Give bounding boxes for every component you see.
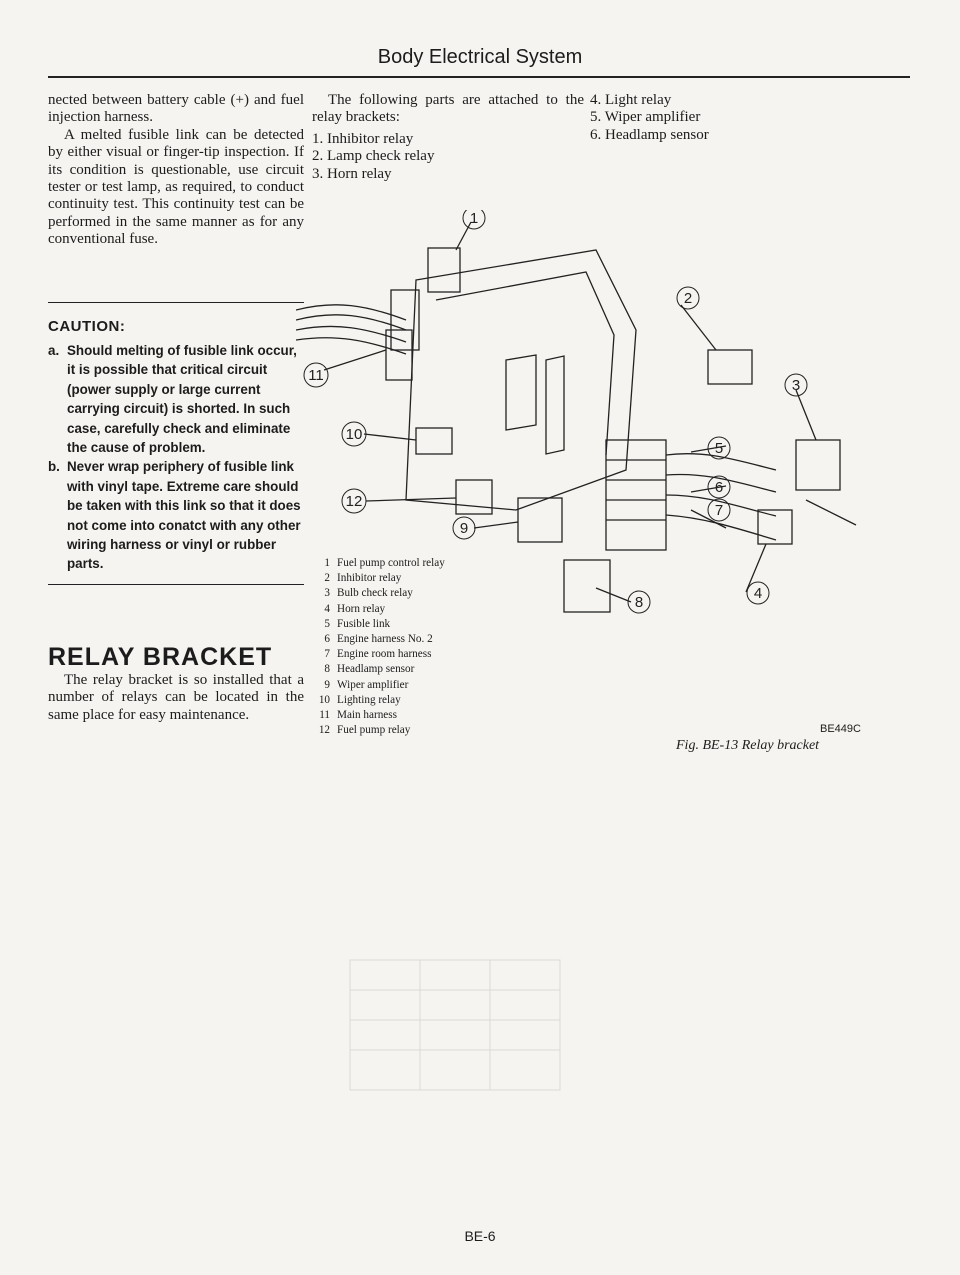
- callout-8: [628, 591, 650, 613]
- caution-item: [48, 457, 304, 573]
- callout-9: [453, 517, 475, 539]
- callout-1: [463, 210, 485, 229]
- list-item: 1. Inhibitor relay: [312, 130, 414, 147]
- legend-row: 9 Wiper amplifier: [324, 678, 409, 691]
- legend-row: 11 Main harness: [319, 709, 397, 722]
- caution-text: Should melting of fusible link occur, it is possible that critical circuit (power supply or large current carrying circuit) is shorted. In such case, carefully check and eliminate the cause of problem.: [67, 343, 297, 456]
- callout-12: [342, 489, 366, 513]
- relay-3: [796, 440, 840, 490]
- relay-9: [518, 498, 562, 542]
- paragraph-1: nected between battery cable (+) and fuel injection harness.: [48, 92, 304, 126]
- svg-text:12: 12: [345, 493, 363, 510]
- callout-6: [708, 476, 730, 498]
- middle-intro: The following parts are attached to the relay brackets:: [312, 92, 584, 126]
- caution-bottom-rule: [48, 584, 304, 585]
- legend-row: 10 Lighting relay: [318, 693, 401, 706]
- relay-1: [428, 248, 460, 292]
- list-item: 3. Horn relay: [312, 165, 392, 182]
- middle-parts-list: [312, 131, 584, 183]
- svg-text:1: 1: [469, 210, 479, 227]
- callout-10: [342, 422, 366, 446]
- svg-text:8: 8: [634, 594, 644, 611]
- figure-caption: Fig. BE-13 Relay bracket: [676, 738, 820, 753]
- middle-intro-block: [312, 92, 584, 183]
- legend-row: 2 Inhibitor relay: [324, 572, 402, 585]
- headlamp-sensor: [564, 560, 610, 612]
- callout-2: [677, 287, 699, 309]
- right-parts-list: [590, 92, 840, 144]
- relay-12: [456, 480, 492, 514]
- svg-text:6: 6: [714, 479, 724, 496]
- svg-text:9: 9: [459, 520, 469, 537]
- svg-text:10: 10: [345, 426, 363, 443]
- svg-text:5: 5: [714, 440, 724, 457]
- list-item: 6. Headlamp sensor: [590, 126, 709, 143]
- caution-marker: b.: [48, 459, 60, 475]
- caution-top-rule: [48, 302, 304, 303]
- paragraph-2: A melted fusible link can be detected by either visual or finger-tip inspection. If its condition is questionable, use circuit tester or test lamp, as required, to conduct continuity test. This continuity test can be performed in the same manner as for any conventional fuse.: [48, 126, 304, 248]
- page-number: BE-6: [464, 1228, 496, 1244]
- legend-row: 4 Horn relay: [324, 602, 386, 615]
- list-item: 5. Wiper amplifier: [590, 109, 701, 126]
- svg-text:11: 11: [308, 367, 324, 384]
- callout-7: [708, 499, 730, 521]
- caution-item: [48, 341, 304, 457]
- caution-marker: a.: [48, 343, 60, 358]
- legend-row: 1 Fuel pump control relay: [324, 557, 445, 569]
- list-item: 4. Light relay: [590, 92, 672, 108]
- legend-row: 3 Bulb check relay: [324, 587, 413, 600]
- relay-10: [416, 428, 452, 454]
- svg-text:2: 2: [683, 290, 693, 307]
- fusible-link-block: [606, 440, 666, 550]
- figure-code: BE449C: [820, 723, 861, 735]
- svg-text:7: 7: [714, 502, 724, 519]
- page-header: Body Electrical System: [377, 46, 583, 68]
- bleed-through-decoration: [340, 950, 570, 1100]
- legend-row: 7 Engine room harness: [324, 648, 432, 661]
- header-rule: [48, 76, 910, 78]
- callout-3: [785, 374, 807, 396]
- svg-text:4: 4: [753, 585, 763, 602]
- caution-title: CAUTION:: [48, 318, 126, 335]
- left-intro-text: [48, 92, 304, 249]
- caution-list: [48, 341, 304, 574]
- svg-text:3: 3: [791, 377, 801, 394]
- list-item: 2. Lamp check relay: [312, 148, 435, 165]
- relay-2: [708, 350, 752, 384]
- callout-4: [747, 582, 769, 604]
- bracket-plate: [406, 250, 636, 510]
- legend-row: 8 Headlamp sensor: [324, 663, 415, 676]
- callout-11: [304, 363, 328, 387]
- legend-row: 6 Engine harness No. 2: [324, 633, 433, 646]
- right-parts-block: [590, 92, 840, 144]
- section-title: RELAY BRACKET: [48, 643, 273, 671]
- figure-legend: [312, 556, 445, 738]
- section-text-block: [48, 672, 304, 724]
- caution-text: Never wrap periphery of fusible link with vinyl tape. Extreme care should be taken with this link so that it does not come into conatct with any other wiring harness or vinyl or rubber parts.: [67, 459, 301, 572]
- section-text: The relay bracket is so installed that a number of relays can be located in the same place for easy maintenance.: [48, 672, 304, 723]
- legend-row: 12 Fuel pump relay: [318, 724, 411, 737]
- legend-row: 5 Fusible link: [324, 617, 391, 630]
